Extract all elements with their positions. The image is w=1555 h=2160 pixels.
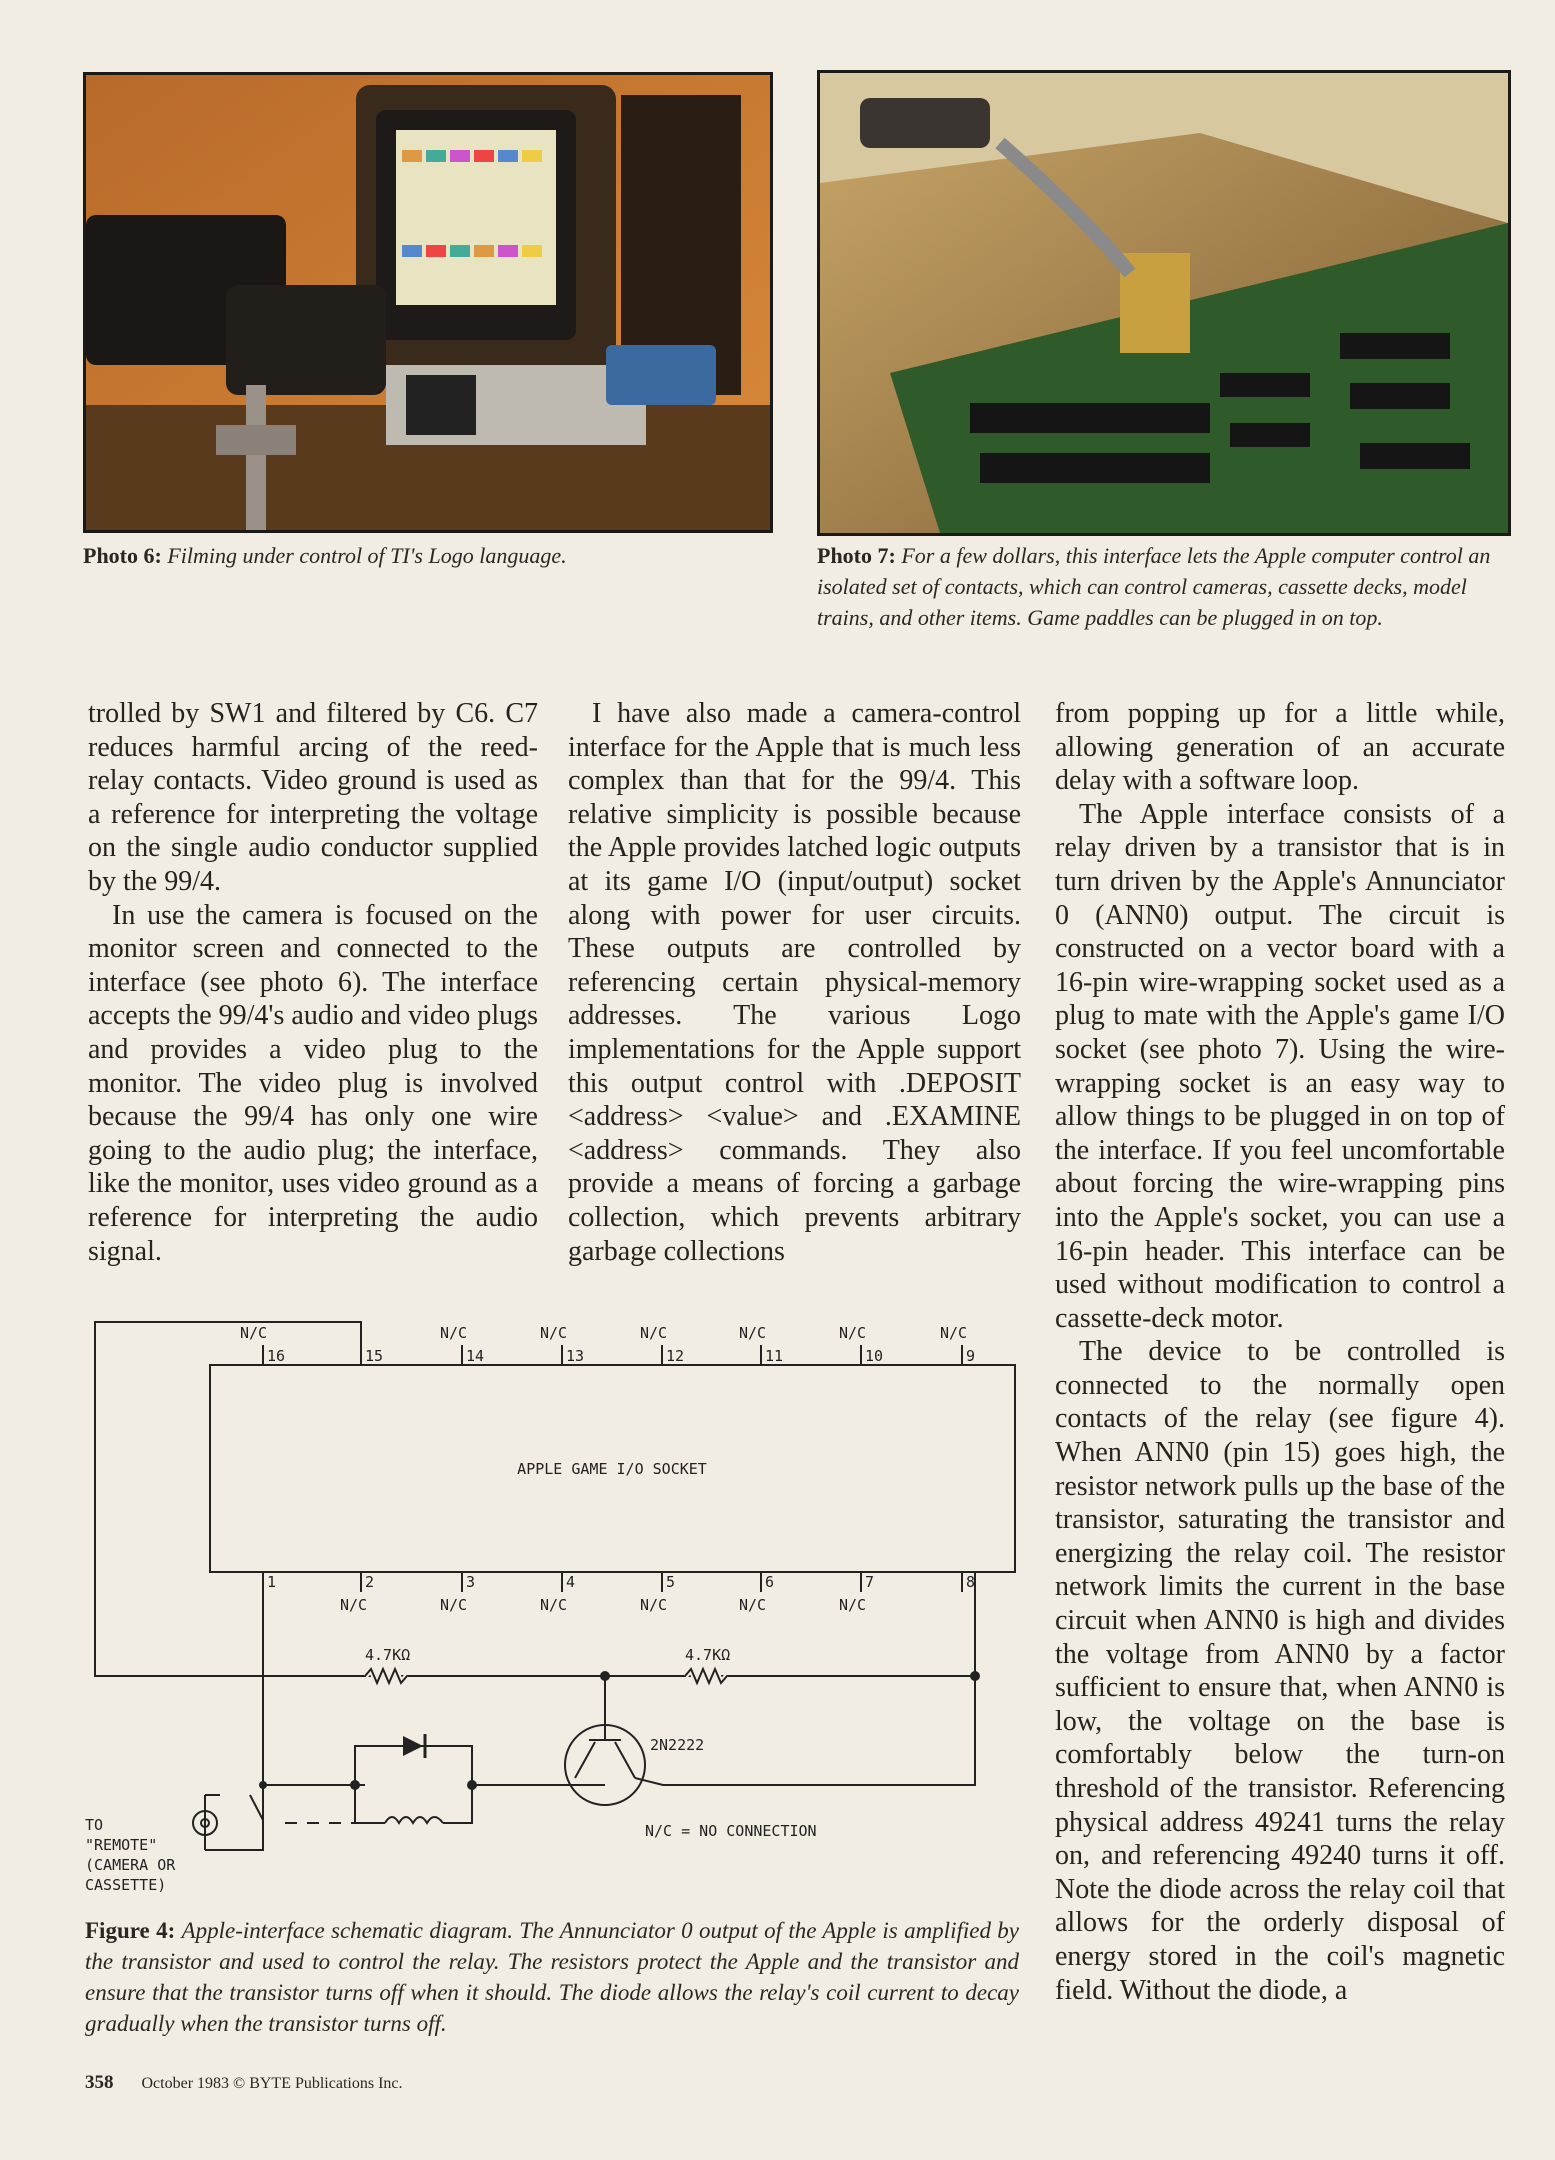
- pin-label-3: 3: [466, 1573, 476, 1591]
- column-3-paragraph-2: The Apple interface consists of a relay driven by a transistor that is in turn driven by the Apple's Annunciator 0 (ANN0) output. The circuit is constructed on a vector board with a 16-pin wire-wrapping socket used as a plug to mate with the Apple's game I/O socket (see photo 7). Using the wire-wrapping socket is an easy way to allow things to be plugged in on top of the interface. If you feel uncomfortable about forcing the wire-wrapping pins into the Apple's socket, you can use a 16-pin header. This interface can be used without modification to control a cassette-deck motor.: [1055, 798, 1505, 1334]
- text-column-2: [568, 697, 1021, 1268]
- pin-label-12: 12: [666, 1347, 685, 1365]
- remote-label-line-2: "REMOTE": [85, 1836, 158, 1854]
- schematic-diagram: [85, 1300, 1025, 1910]
- column-2-paragraph-1: I have also made a camera-control interface for the Apple that is much less complex than that for the 99/4. This relative simplicity is possible because the Apple provides latched logic outputs at its game I/O (input/output) socket along with power for user circuits. These outputs are controlled by referencing certain physical-memory addresses. The various Logo implementations for the Apple support this output control with .DEPOSIT <address> <value> and .EXAMINE <address> commands. They also provide a means of forcing a garbage collection, which prevents arbitrary garbage collections: [568, 698, 1021, 1267]
- figure-4-caption: [85, 1915, 1019, 2039]
- photo-7-label: Photo 7:: [817, 543, 896, 568]
- pin-label-13: 13: [566, 1347, 585, 1365]
- relay-box: [355, 1746, 472, 1785]
- pin-label-1: 1: [267, 1573, 277, 1591]
- nc-label-pin2: N/C: [340, 1596, 368, 1614]
- resistor-1-label: 4.7KΩ: [365, 1646, 411, 1664]
- nc-label-pin13: N/C: [540, 1324, 568, 1342]
- photo-7-text: For a few dollars, this interface lets the Apple computer control an isolated set of contacts, which can control cameras, cassette decks, model trains, and other items. Game paddles can be plugged in on top.: [817, 543, 1491, 630]
- coil-left-lead: [355, 1785, 385, 1823]
- photo-6-caption: [83, 540, 767, 571]
- nc-label-pin6: N/C: [739, 1596, 767, 1614]
- pin-label-15: 15: [365, 1347, 384, 1365]
- photo-6-label: Photo 6:: [83, 543, 162, 568]
- page-number: 358: [85, 2072, 114, 2093]
- pin-label-11: 11: [765, 1347, 784, 1365]
- column-1-paragraph-2: In use the camera is focused on the monitor screen and connected to the interface (see photo 6). The interface accepts the 99/4's audio and video plugs and provides a video plug to the monitor. The video plug is involved because the 99/4 has only one wire going to the audio plug; the interface, like the monitor, uses video ground as a reference for interpreting the audio signal.: [88, 899, 538, 1267]
- pin-label-4: 4: [566, 1573, 576, 1591]
- nc-label-pin5: N/C: [640, 1596, 668, 1614]
- nc-label-pin14: N/C: [440, 1324, 468, 1342]
- transistor-label: 2N2222: [650, 1736, 705, 1754]
- coil-right-lead: [443, 1785, 472, 1823]
- column-3-paragraph-1: from popping up for a little while, allowing generation of an accurate delay with a software loop.: [1055, 698, 1505, 797]
- column-3-paragraph-3: The device to be controlled is connected to the normally open contacts of the relay (see figure 4). When ANN0 (pin 15) goes high, the resistor network pulls up the base of the transistor, saturating the transistor and energizing the relay coil. The resistor network limits the current in the base circuit when ANN0 is high and divides the voltage from ANN0 by a factor sufficient to ensure that, when ANN0 is low, the voltage on the base is comfortably below the turn-on threshold of the transistor. Referencing physical address 49241 turns the relay on, and referencing 49240 turns it off. Note the diode across the relay coil that allows for the orderly disposal of energy stored in the coil's magnetic field. Without the diode, a: [1055, 1336, 1505, 2006]
- remote-label-line-3: (CAMERA OR: [85, 1856, 176, 1874]
- relay-coil: [385, 1817, 443, 1823]
- pin-label-14: 14: [466, 1347, 485, 1365]
- pin-label-6: 6: [765, 1573, 775, 1591]
- column-1-paragraph-1: trolled by SW1 and filtered by C6. C7 reduces harmful arcing of the reed-relay contacts. Video ground is used as a reference for interpreting the voltage on the single audio conductor supplied by the 99/4.: [88, 698, 538, 897]
- pin-label-5: 5: [666, 1573, 676, 1591]
- pin-label-16: 16: [267, 1347, 286, 1365]
- page-footer: [85, 2072, 403, 2094]
- text-column-1: [88, 697, 538, 1268]
- pin-label-9: 9: [966, 1347, 976, 1365]
- ann0-wire: [95, 1322, 975, 1676]
- footer-text: October 1983 © BYTE Publications Inc.: [141, 2075, 403, 2092]
- text-column-3: [1055, 697, 1505, 2007]
- nc-label-pin12: N/C: [640, 1324, 668, 1342]
- emitter-wire: [635, 1676, 975, 1785]
- pin-label-2: 2: [365, 1573, 375, 1591]
- photo-6: [83, 72, 773, 533]
- remote-label-line-4: CASSETTE): [85, 1876, 167, 1894]
- nc-label-pin3: N/C: [440, 1596, 468, 1614]
- photo-7-caption: [817, 540, 1505, 633]
- photo-7-image: [820, 73, 1508, 533]
- junction-base: [600, 1671, 610, 1681]
- pin-label-10: 10: [865, 1347, 884, 1365]
- nc-label-pin7: N/C: [839, 1596, 867, 1614]
- pin-label-7: 7: [865, 1573, 875, 1591]
- photo-6-image: [86, 75, 770, 530]
- nc-label-pin11: N/C: [739, 1324, 767, 1342]
- resistor-2-label: 4.7KΩ: [685, 1646, 731, 1664]
- diode: [403, 1734, 425, 1758]
- socket-label: APPLE GAME I/O SOCKET: [517, 1460, 707, 1478]
- pin-label-8: 8: [966, 1573, 976, 1591]
- junction-relay-right: [467, 1780, 477, 1790]
- nc-label-pin4: N/C: [540, 1596, 568, 1614]
- junction-ground: [259, 1781, 267, 1789]
- nc-legend: N/C = NO CONNECTION: [645, 1822, 817, 1840]
- remote-label-line-1: TO: [85, 1816, 104, 1834]
- photo-7: [817, 70, 1511, 536]
- figure-4-label: Figure 4:: [85, 1918, 176, 1943]
- junction-pin8: [970, 1671, 980, 1681]
- nc-label-pin10: N/C: [839, 1324, 867, 1342]
- figure-4-text: Apple-interface schematic diagram. The Annunciator 0 output of the Apple is amplified by the transistor and used to control the relay. The resistors protect the Apple and the transistor and ensure that the transistor turns off when it should. The diode allows the relay's coil current to decay gradually when the transistor turns off.: [85, 1918, 1019, 2036]
- photo-6-text: Filming under control of TI's Logo language.: [167, 543, 567, 568]
- nc-label-pin16: N/C: [240, 1324, 268, 1342]
- nc-label-pin9: N/C: [940, 1324, 968, 1342]
- junction-relay-left: [350, 1780, 360, 1790]
